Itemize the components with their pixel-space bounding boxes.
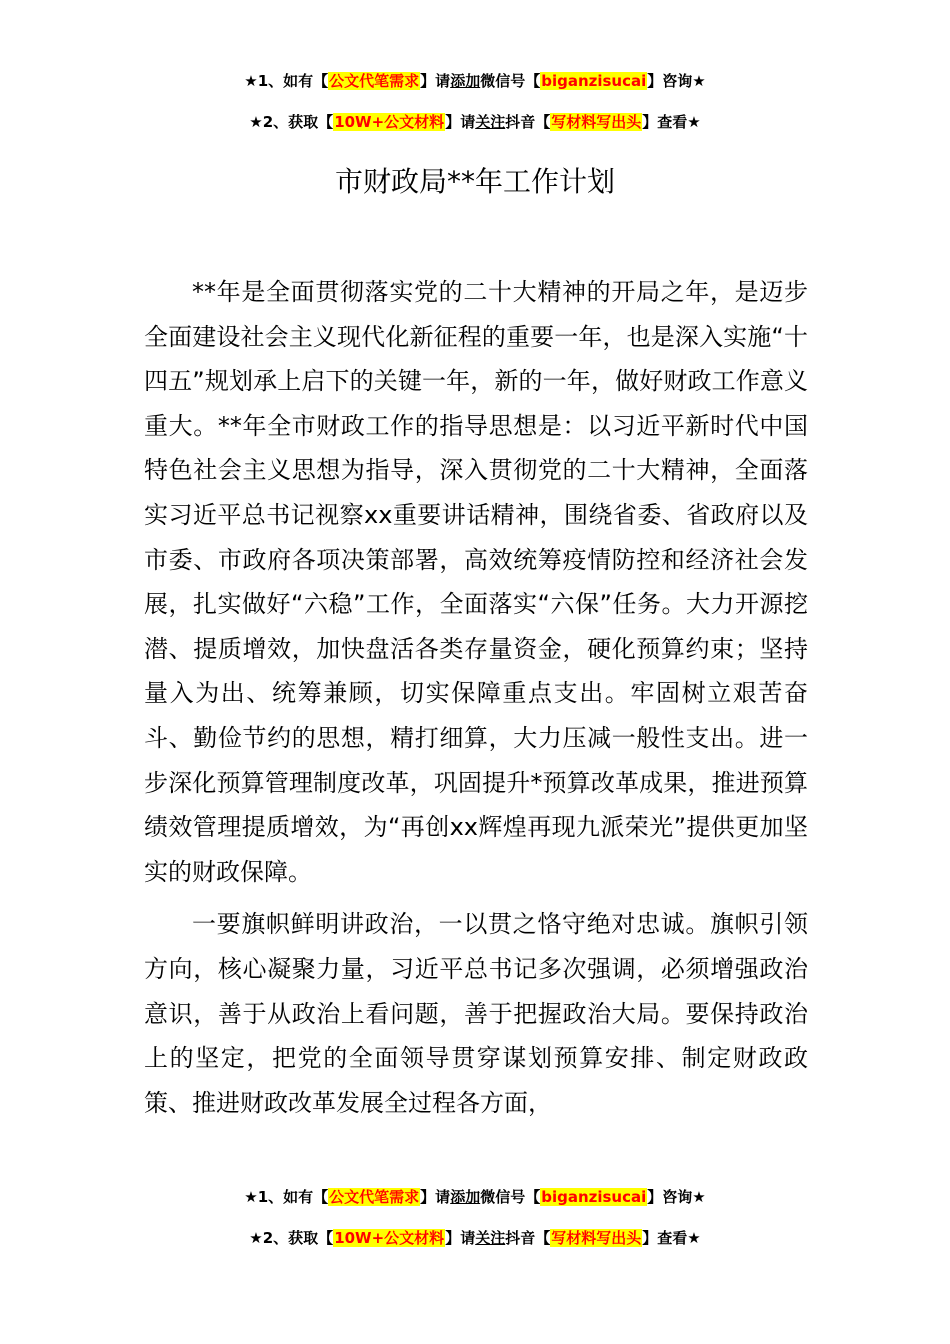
ad-underline: 关注 [475,113,506,131]
ad-highlight: 公文代笔需求 [329,72,420,90]
ad-highlight: 公文代笔需求 [329,1188,420,1206]
ad-text: 】请 [445,1229,476,1247]
ad-text: 】咨询★ [647,72,706,90]
ad-text: 】请 [445,113,476,131]
document-body [144,270,808,1125]
ad-highlight-douyin-id: 写材料写出头 [551,113,642,131]
ad-text: ★1、如有【 [244,1188,329,1206]
ad-text: 】查看★ [642,113,701,131]
footer-ad-line-2 [0,1227,950,1249]
ad-text: 】请 [420,72,451,90]
ad-highlight: 10W+公文材料 [334,113,445,131]
ad-highlight: 10W+公文材料 [334,1229,445,1247]
ad-text: 】查看★ [642,1229,701,1247]
ad-text: 抖音【 [505,113,551,131]
ad-underline: 关注 [475,1229,506,1247]
ad-text: ★2、获取【 [249,113,334,131]
ad-text: 】咨询★ [647,1188,706,1206]
header-ad-line-1 [0,70,950,92]
ad-underline: 添加 [450,72,481,90]
ad-highlight-wechat-id: biganzisucai [541,72,647,90]
ad-highlight-wechat-id: biganzisucai [541,1188,647,1206]
ad-text: 微信号【 [480,1188,541,1206]
paragraph: 一要旗帜鲜明讲政治，一以贯之恪守绝对忠诚。旗帜引领方向，核心凝聚力量，习近平总书记多次强调，必须增强政治意识，善于从政治上看问题，善于把握政治大局。要保持政治上的坚定，把党的全面领导贯穿谋划预算安排、制定财政政策、推进财政改革发展全过程各方面， [144,910,808,1117]
ad-text: 】请 [420,1188,451,1206]
ad-text: 抖音【 [505,1229,551,1247]
ad-underline: 添加 [450,1188,481,1206]
document-title: 市财政局**年工作计划 [334,165,615,198]
ad-text: ★2、获取【 [249,1229,334,1247]
footer-ad-line-1 [0,1186,950,1208]
ad-text: 微信号【 [480,72,541,90]
ad-highlight-douyin-id: 写材料写出头 [551,1229,642,1247]
paragraph: **年是全面贯彻落实党的二十大精神的开局之年，是迈步全面建设社会主义现代化新征程的重要一年，也是深入实施“十四五”规划承上启下的关键一年，新的一年，做好财政工作意义重大。**年全市财政工作的指导思想是：以习近平新时代中国特色社会主义思想为指导，深入贯彻党的二十大精神，全面落实习近平总书记视察xx重要讲话精神，围绕省委、省政府以及市委、市政府各项决策部署，高效统筹疫情防控和经济社会发展，扎实做好“六稳”工作，全面落实“六保”任务。大力开源挖潜、提质增效，加快盘活各类存量资金，硬化预算约束；坚持量入为出、统筹兼顾，切实保障重点支出。牢固树立艰苦奋斗、勤俭节约的思想，精打细算，大力压减一般性支出。进一步深化预算管理制度改革，巩固提升*预算改革成果，推进预算绩效管理提质增效，为“再创xx辉煌再现九派荣光”提供更加坚实的财政保障。 [144,278,808,886]
ad-text: ★1、如有【 [244,72,329,90]
header-ad-line-2 [0,111,950,133]
